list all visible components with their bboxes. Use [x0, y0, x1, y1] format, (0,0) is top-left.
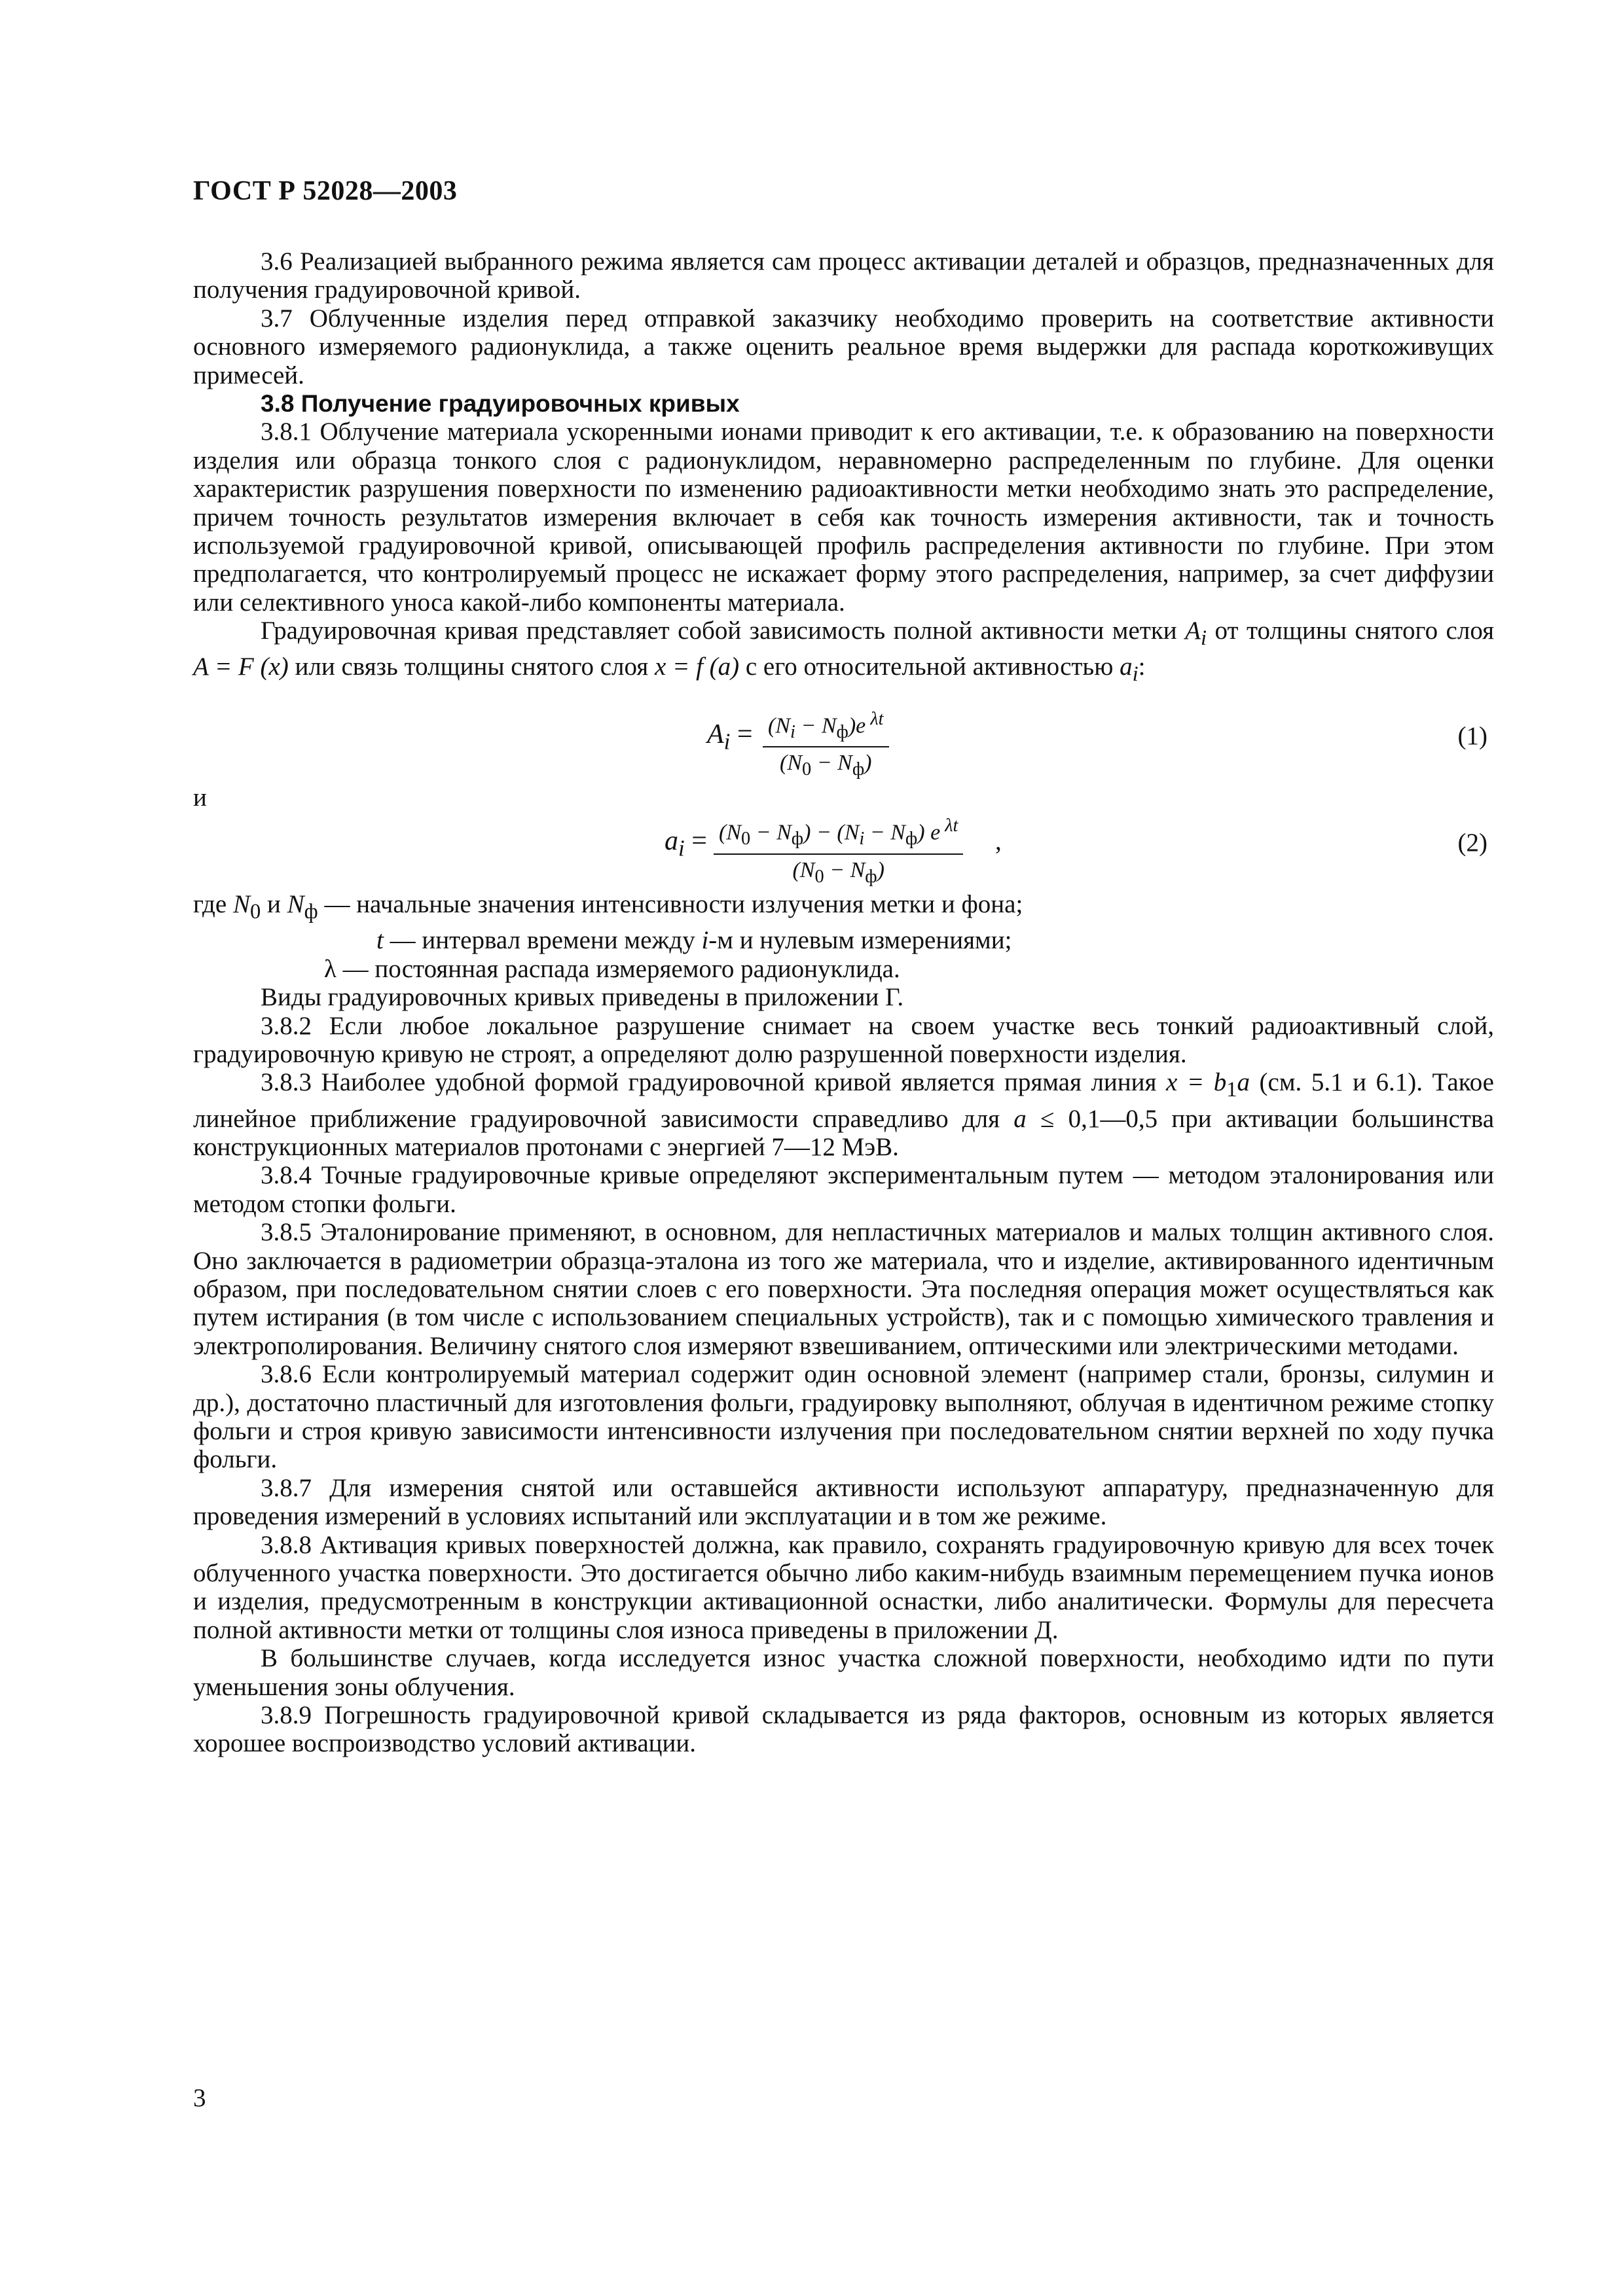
formula-2-lhs: $a_i$ = [665, 826, 707, 861]
formula-2-denominator: $(N_0 - N_ф)$ [714, 853, 963, 891]
paragraph-3-8-3: 3.8.3 Наиболее удобной формой градуировочной кривой является прямая линия $x = b_1a$ (см. 5.1 и 6.1). Такое линейное приближение градуировочной зависимости справедливо для a ≤ 0,1—0,5 при активации большинства конструкционных материалов протонами с энергией 7—12 МэВ. [193, 1068, 1495, 1161]
formula-2-number: (2) [1457, 829, 1487, 857]
formula-1-number: (1) [1457, 721, 1487, 750]
paragraph-views: Виды градуировочных кривых приведены в приложении Г. [261, 983, 904, 1012]
formula-2-numerator: $(N_0 - N_ф) - (N_i - N_ф)$ e $^{\lambda t}$ [719, 816, 958, 850]
paragraph-3-8-5: 3.8.5 Эталонирование применяют, в основном, для непластичных материалов и малых толщин активного слоя. Оно заключается в радиометрии образца-эталона из того же материала, что и изделие, активированного идентичным образом, при последовательном снятии слоев с его поверхности. Эта последняя операция может осуществляться как путем истирания (в том числе с использованием специальных устройств), так и с помощью химического травления и электрополирования. Величину снятого слоя измеряют взвешиванием, оптическими или электрическими методами. [193, 1218, 1494, 1360]
formula-2 [193, 812, 1494, 887]
paragraph-3-8-7: 3.8.7 Для измерения снятой или оставшейся активности используют аппаратуру, предназначенную для проведения измерений в условиях испытаний или эксплуатации и в том же режиме. [193, 1473, 1494, 1531]
legend-n0-nf: где $N_0$ и $N_ф$ — начальные значения интенсивности излучения метки и фона; [193, 890, 1023, 924]
document-body [193, 247, 1494, 1758]
document-header: ГОСТ Р 52028—2003 [193, 176, 458, 206]
paragraph-3-8-6: 3.8.6 Если контролируемый материал содержит один основной элемент (например стали, бронзы, силумин и др.), достаточно пластичный для изготовления фольги, градуировку выполняют, облучая в идентичном режиме стопку фольги и строя кривую зависимости интенсивности излучения при последовательном снятии верхней по ходу пучка фольги. [193, 1360, 1494, 1474]
section-title-3-8: 3.8 Получение градуировочных кривых [261, 390, 740, 418]
paragraph-calibration-curve: Градуировочная кривая представляет собой зависимость полной активности метки $A_i$ от толщины снятого слоя A = F (x) или связь толщины снятого слоя x = f (a) с его относительной активностью $a_i$: [193, 617, 1495, 687]
formula-1 [193, 705, 1494, 780]
paragraph-3-8-1: 3.8.1 Облучение материала ускоренными ионами приводит к его активации, т.е. к образованию на поверхности изделия или образца тонкого слоя с радионуклидом, неравномерно распределенным по глубине. Для оценки характеристик разрушения поверхности по изменению радиоактивности метки необходимо знать это распределение, причем точность результатов измерения включает в себя как точность измерения активности, так и точность используемой градуировочной кривой, описывающей профиль распределения активности по глубине. При этом предполагается, что контролируемый процесс не искажает форму этого распределения, например, за счет диффузии или селективного уноса какой-либо компоненты материала. [193, 418, 1494, 617]
paragraph-3-8-8: 3.8.8 Активация кривых поверхностей должна, как правило, сохранять градуировочную кривую для всех точек облученного участка поверхности. Это достигается обычно либо каким-нибудь взаимным перемещением пучка ионов и изделия, предусмотренным в конструкции активационной оснастки, либо аналитически. Формулы для пересчета полной активности метки от толщины слоя износа приведены в приложении Д. [193, 1530, 1494, 1644]
formula-2-fraction [714, 812, 963, 891]
paragraph-3-6: 3.6 Реализацией выбранного режима является сам процесс активации деталей и образцов, предназначенных для получения градуировочной кривой. [193, 247, 1494, 304]
formula-2-comma: , [995, 827, 1002, 856]
paragraph-3-8-2: 3.8.2 Если любое локальное разрушение снимает на своем участке весь тонкий радиоактивный слой, градуировочную кривую не строят, а определяют долю разрушенной поверхности изделия. [193, 1011, 1494, 1068]
legend-lambda: λ — постоянная распада измеряемого радионуклида. [324, 954, 900, 983]
formula-1-denominator: $(N_0 - N_ф)$ [763, 746, 889, 783]
conjunction-and: и [193, 783, 207, 812]
formula-1-lhs: $A_i$ = [707, 719, 753, 755]
formula-1-fraction [763, 705, 889, 784]
paragraph-3-8-4: 3.8.4 Точные градуировочные кривые определяют экспериментальным путем — методом эталонирования или методом стопки фольги. [193, 1161, 1494, 1218]
paragraph-3-8-9: 3.8.9 Погрешность градуировочной кривой складывается из ряда факторов, основным из которых является хорошее воспроизводство условий активации. [193, 1701, 1494, 1758]
page-number: 3 [193, 2084, 206, 2112]
formula-1-numerator: $(N_i - N_ф)e$ $^{\lambda t}$ [768, 708, 884, 742]
legend-t: t — интервал времени между i-м и нулевым измерениями; [376, 926, 1012, 955]
paragraph-3-7: 3.7 Облученные изделия перед отправкой заказчику необходимо проверить на соответствие активности основного измеряемого радионуклида, а также оценить реальное время выдержки для распада короткоживущих примесей. [193, 304, 1494, 389]
paragraph-most-cases: В большинстве случаев, когда исследуется износ участка сложной поверхности, необходимо идти по пути уменьшения зоны облучения. [193, 1644, 1494, 1701]
